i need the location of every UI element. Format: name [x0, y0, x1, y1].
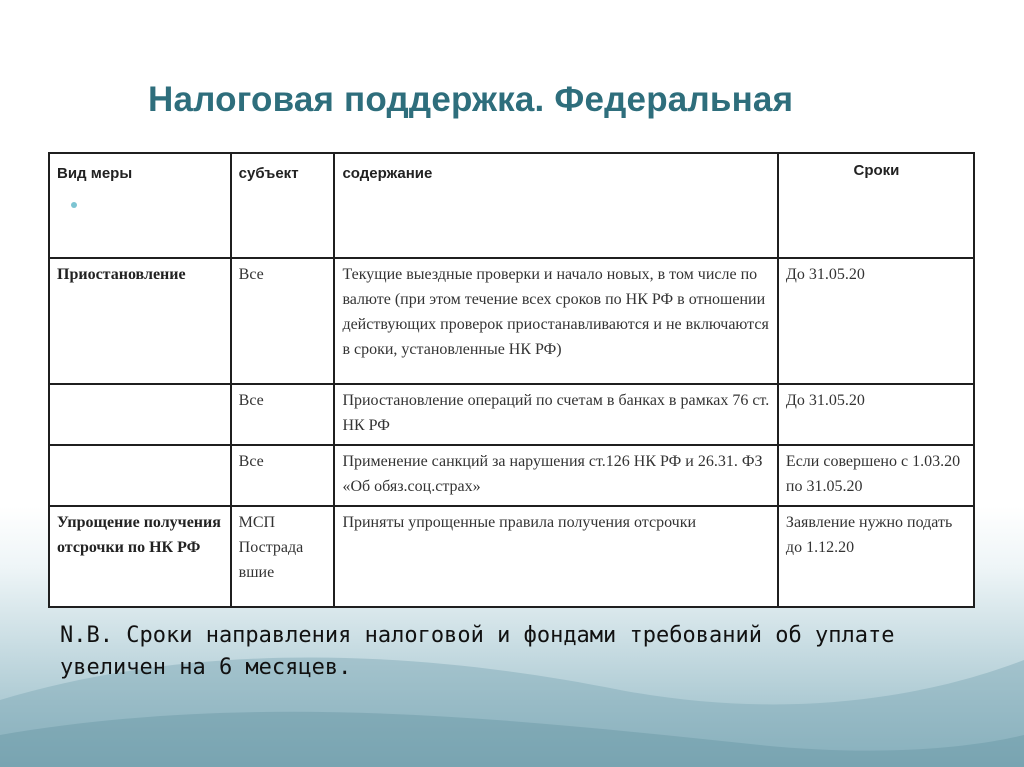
cell-measure [49, 384, 231, 445]
header-deadline-label: Сроки [853, 162, 900, 179]
cell-measure [49, 445, 231, 506]
header-measure-label: Вид меры [57, 165, 133, 182]
cell-deadline: До 31.05.20 [778, 384, 974, 445]
header-subject [231, 153, 335, 258]
cell-deadline: Если совершено с 1.03.20 по 31.05.20 [778, 445, 974, 506]
header-deadline [778, 153, 974, 258]
table-row [49, 506, 974, 607]
cell-subject: Все [231, 384, 335, 445]
footnote-text: N.B. Сроки направления налоговой и фондами требований об уплате увеличен на 6 месяцев. [60, 623, 895, 680]
cell-measure: Упрощение получения отсрочки по НК РФ [49, 506, 231, 607]
cell-subject: Все [231, 445, 335, 506]
bullet-dot-icon [71, 202, 77, 208]
header-content-label: содержание [342, 165, 433, 182]
slide-title: Налоговая поддержка. Федеральная [148, 80, 794, 119]
table-row [49, 258, 974, 384]
header-content [334, 153, 777, 258]
cell-subject: МСП Пострада вшие [231, 506, 335, 607]
cell-content: Применение санкций за нарушения ст.126 НК РФ и 26.31. ФЗ «Об обяз.соц.страх» [334, 445, 777, 506]
cell-deadline: До 31.05.20 [778, 258, 974, 384]
cell-content: Приостановление операций по счетам в банках в рамках 76 ст. НК РФ [334, 384, 777, 445]
header-measure [49, 153, 231, 258]
table-row [49, 445, 974, 506]
table-row [49, 384, 974, 445]
cell-subject: Все [231, 258, 335, 384]
tax-support-table [48, 152, 975, 608]
cell-deadline: Заявление нужно подать до 1.12.20 [778, 506, 974, 607]
cell-content: Приняты упрощенные правила получения отсрочки [334, 506, 777, 607]
header-subject-label: субъект [238, 165, 299, 182]
table-header-row [49, 153, 974, 258]
cell-measure: Приостановление [49, 258, 231, 384]
cell-content: Текущие выездные проверки и начало новых, в том числе по валюте (при этом течение всех сроков по НК РФ в отношении действующих проверок приостанавливаются и не включаются в сроки, установленные НК РФ) [334, 258, 777, 384]
